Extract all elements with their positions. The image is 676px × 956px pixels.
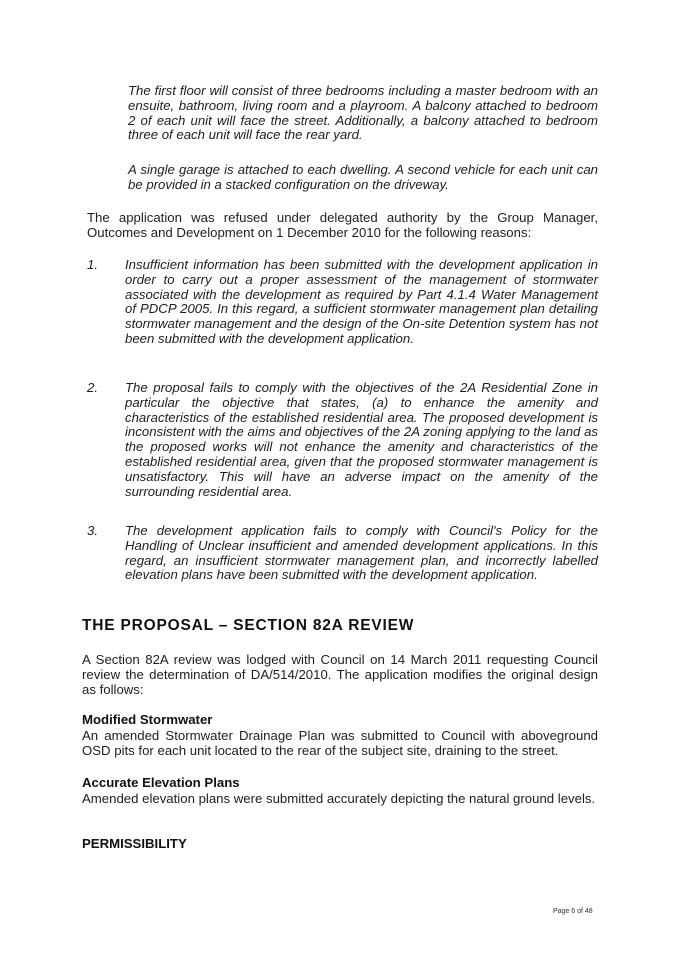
reason-1-text: Insufficient information has been submitted with the development application in order to carry out a proper assessment of the management of stormwater associated with the development as required by Part 4.1.4 Water Management of PDCP 2005. In this regard, a sufficient stormwater management plan detailing stormwater management and the design of the On-site Detention system has not been submitted with the development application. [125,257,598,346]
reason-2-number: 2. [87,380,98,395]
quote-paragraph-garage: A single garage is attached to each dwelling. A second vehicle for each unit can be provided in a stacked configuration on the driveway. [128,162,598,192]
section-heading-proposal: THE PROPOSAL – SECTION 82A REVIEW [82,617,415,634]
reason-2-text: The proposal fails to comply with the objectives of the 2A Residential Zone in particular the objective that states, (a) to enhance the amenity and characteristics of the established residential area. The proposed development is inconsistent with the aims and objectives of the 2A zoning applying to the land as the proposed works will not enhance the amenity and characteristics of the established residential area, given that the proposed stormwater management is unsatisfactory. This will have an adverse impact on the amenity of the surrounding residential area. [125,380,598,499]
reason-3-text: The development application fails to comply with Council's Policy for the Handling of Unclear insufficient and amended development applications. In this regard, an insufficient stormwater management plan, and incorrectly labelled elevation plans have been submitted with the development application. [125,523,598,583]
permissibility-heading: PERMISSIBILITY [82,836,187,851]
page-number-footer: Page 6 of 48 [553,908,593,915]
stormwater-subheading: Modified Stormwater [82,712,213,727]
stormwater-paragraph: An amended Stormwater Drainage Plan was submitted to Council with aboveground OSD pits for each unit located to the rear of the subject site, draining to the street. [82,728,598,758]
refusal-intro-paragraph: The application was refused under delegated authority by the Group Manager, Outcomes and Development on 1 December 2010 for the following reasons: [87,210,598,240]
reason-3-number: 3. [87,523,98,538]
elevation-subheading: Accurate Elevation Plans [82,775,240,790]
reason-1-number: 1. [87,257,98,272]
review-paragraph: A Section 82A review was lodged with Council on 14 March 2011 requesting Council review the determination of DA/514/2010. The application modifies the original design as follows: [82,652,598,697]
elevation-paragraph: Amended elevation plans were submitted accurately depicting the natural ground levels. [82,791,596,806]
quote-paragraph-first-floor: The first floor will consist of three bedrooms including a master bedroom with an ensuite, bathroom, living room and a playroom. A balcony attached to bedroom 2 of each unit will face the street. Additionally, a balcony attached to bedroom three of each unit will face the rear yard. [128,83,598,143]
